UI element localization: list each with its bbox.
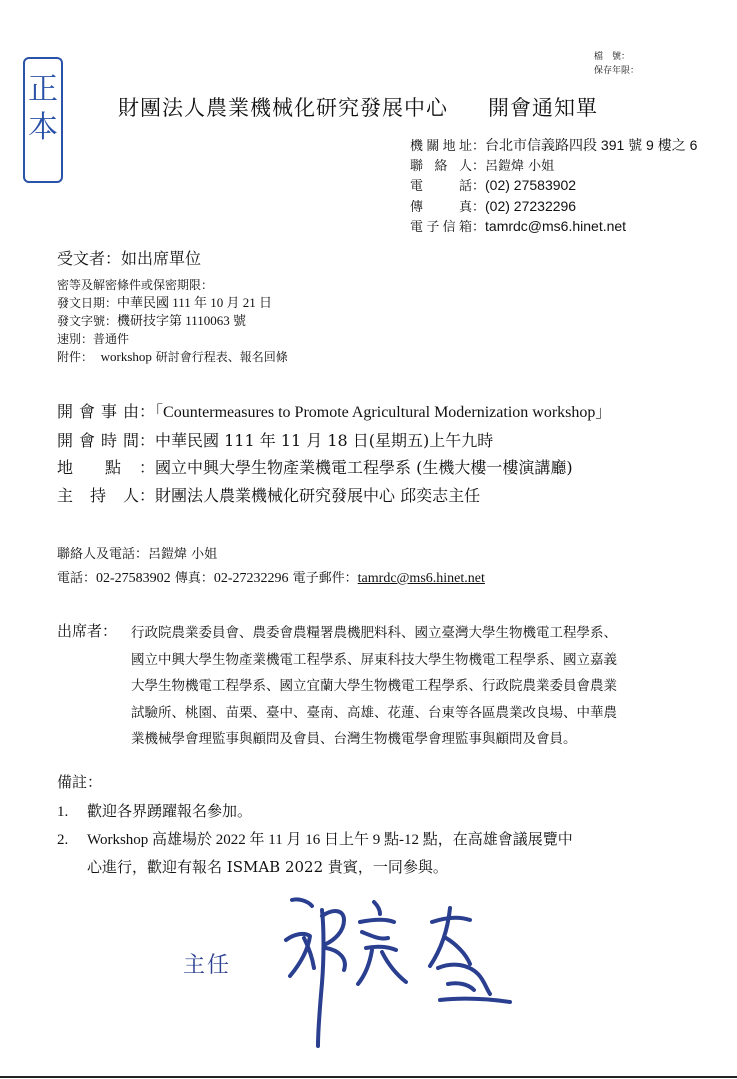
attendees-label: 出席者： xyxy=(57,622,118,640)
note-item xyxy=(57,798,573,826)
liaison-email-label: 電子郵件： xyxy=(292,571,358,586)
security-classification: 密等及解密條件或保密期限： xyxy=(57,278,214,292)
stamp-char-1: 正 xyxy=(28,72,58,107)
recipient-line xyxy=(57,246,201,269)
meeting-subject-value: 「Countermeasures to Promote Agricultural Modernization workshop」 xyxy=(155,404,612,421)
attendees-line: 試驗所、桃園、苗栗、臺中、臺南、高雄、花蓮、台東等各區農業改良場、中華農 xyxy=(131,704,617,721)
signatory-title: 主任 xyxy=(183,953,232,978)
attendees-list xyxy=(131,620,699,753)
meeting-place-value: 國立中興大學生物產業機電工程學系 (生機大樓一樓演講廳) xyxy=(155,458,573,477)
email-value: tamrdc@ms6.hinet.net xyxy=(485,218,627,234)
attachment-label: 附件： xyxy=(57,350,94,364)
handwritten-signature xyxy=(278,888,528,1062)
liaison-fax-label: 傳真： xyxy=(174,571,214,586)
meeting-details: 開會事由：「Countermeasures to Promote Agricultural Modernization workshop」 開會時間：中華民國 111 年 11 月 18 日(星期五)上午九時 地 點 ：國立中興大學生物產業機電工程學系 (生機大樓一樓演講廳) 主 持 人：財團法人農業機械化研究發展中心 邱奕志主任 xyxy=(57,398,611,509)
attendees-line: 大學生物機電工程學系、國立宜蘭大學生物機電工程學系、行政院農業委員會農業 xyxy=(131,678,617,694)
attendees-line: 行政院農業委員會、農委會農糧署農機肥料科、國立臺灣大學生物機電工程學系、 xyxy=(131,625,617,641)
notes-list xyxy=(57,798,573,881)
issue-date-label: 發文日期： xyxy=(57,296,118,310)
note-text: Workshop 高雄場於 2022 年 11 月 16 日上午 9 點-12 點，在高雄會議展覽中 xyxy=(87,832,573,848)
file-number-label: 檔 號： xyxy=(593,52,630,62)
signature-strokes xyxy=(278,888,528,1058)
document-metadata xyxy=(57,276,288,366)
fax-label: 傳 真 xyxy=(410,199,472,215)
meeting-time-label: 開會時間 xyxy=(57,430,139,450)
meeting-host-label: 主 持 人 xyxy=(57,485,139,505)
recipient-label: 受文者： xyxy=(57,249,122,268)
meeting-host-value: 財團法人農業機械化研究發展中心 邱奕志主任 xyxy=(155,485,481,505)
note-item xyxy=(57,826,573,854)
attendees-line: 業機械學會理監事與顧問及會員、台灣生物機電學會理監事與顧問及會員。 xyxy=(131,731,577,747)
attachment-workshop: workshop xyxy=(100,349,152,364)
issuing-organization: 財團法人農業機械化研究發展中心 xyxy=(118,96,448,120)
note-continuation: 心進行，歡迎有報名 ISMAB 2022 貴賓，一同參與。 xyxy=(87,858,448,876)
filing-info xyxy=(594,50,639,78)
note-number: 1. xyxy=(57,804,69,820)
recipient-value: 如出席單位 xyxy=(121,249,202,268)
delivery-speed-value: 普通件 xyxy=(93,332,130,346)
note-number: 2. xyxy=(57,832,69,848)
notes-label: 備註： xyxy=(57,773,103,791)
liaison-phone-label: 電話： xyxy=(57,571,97,586)
issuer-contact-block: 機關地址：台北市信義路四段 391 號 9 樓之 6 聯 絡 人：呂鎧煒 小姐 電 話：(02) 27583902 傳 真：(02) 27232296 電子信箱：tamrdc@ms6.hinet.net xyxy=(410,136,697,238)
delivery-speed-label: 速別： xyxy=(57,332,94,346)
liaison-fax-value: 02-27232296 xyxy=(213,571,289,586)
contact-person-value: 呂鎧煒 小姐 xyxy=(485,158,555,174)
stamp-char-2: 本 xyxy=(28,110,58,145)
liaison-email-link[interactable]: tamrdc@ms6.hinet.net xyxy=(357,571,485,586)
phone-label: 電 話 xyxy=(410,179,472,194)
liaison-block xyxy=(57,543,485,591)
email-label: 電子信箱 xyxy=(410,220,472,235)
bottom-border xyxy=(0,1076,737,1078)
attachment-value: 研討會行程表、報名回條 xyxy=(155,350,288,364)
retention-period-label: 保存年限： xyxy=(593,66,639,76)
document-type: 開會通知單 xyxy=(488,96,598,120)
address-value: 台北市信義路四段 391 號 9 樓之 6 xyxy=(485,137,698,153)
attendees-line: 國立中興大學生物產業機電工程學系、屏東科技大學生物機電工程學系、國立嘉義 xyxy=(131,651,617,668)
document-number-value: 機研技字第 1110063 號 xyxy=(117,313,247,328)
phone-value: (02) 27583902 xyxy=(485,177,577,193)
meeting-time-value: 中華民國 111 年 11 月 18 日(星期五)上午九時 xyxy=(155,430,494,450)
contact-person-label: 聯 絡 人 xyxy=(410,158,472,174)
issue-date-value: 中華民國 111 年 10 月 21 日 xyxy=(117,295,273,310)
meeting-subject-label: 開會事由 xyxy=(57,402,139,421)
liaison-person: 聯絡人及電話：呂鎧煒 小姐 xyxy=(57,547,218,562)
original-copy-stamp xyxy=(23,57,63,183)
meeting-place-label: 地 點 xyxy=(57,458,122,477)
note-text: 歡迎各界踴躍報名參加。 xyxy=(87,802,253,820)
document-number-label: 發文字號： xyxy=(57,314,118,328)
address-label: 機關地址 xyxy=(410,139,472,154)
document-title xyxy=(118,92,598,122)
liaison-phone-value: 02-27583902 xyxy=(96,571,171,586)
fax-value: (02) 27232296 xyxy=(485,197,577,214)
